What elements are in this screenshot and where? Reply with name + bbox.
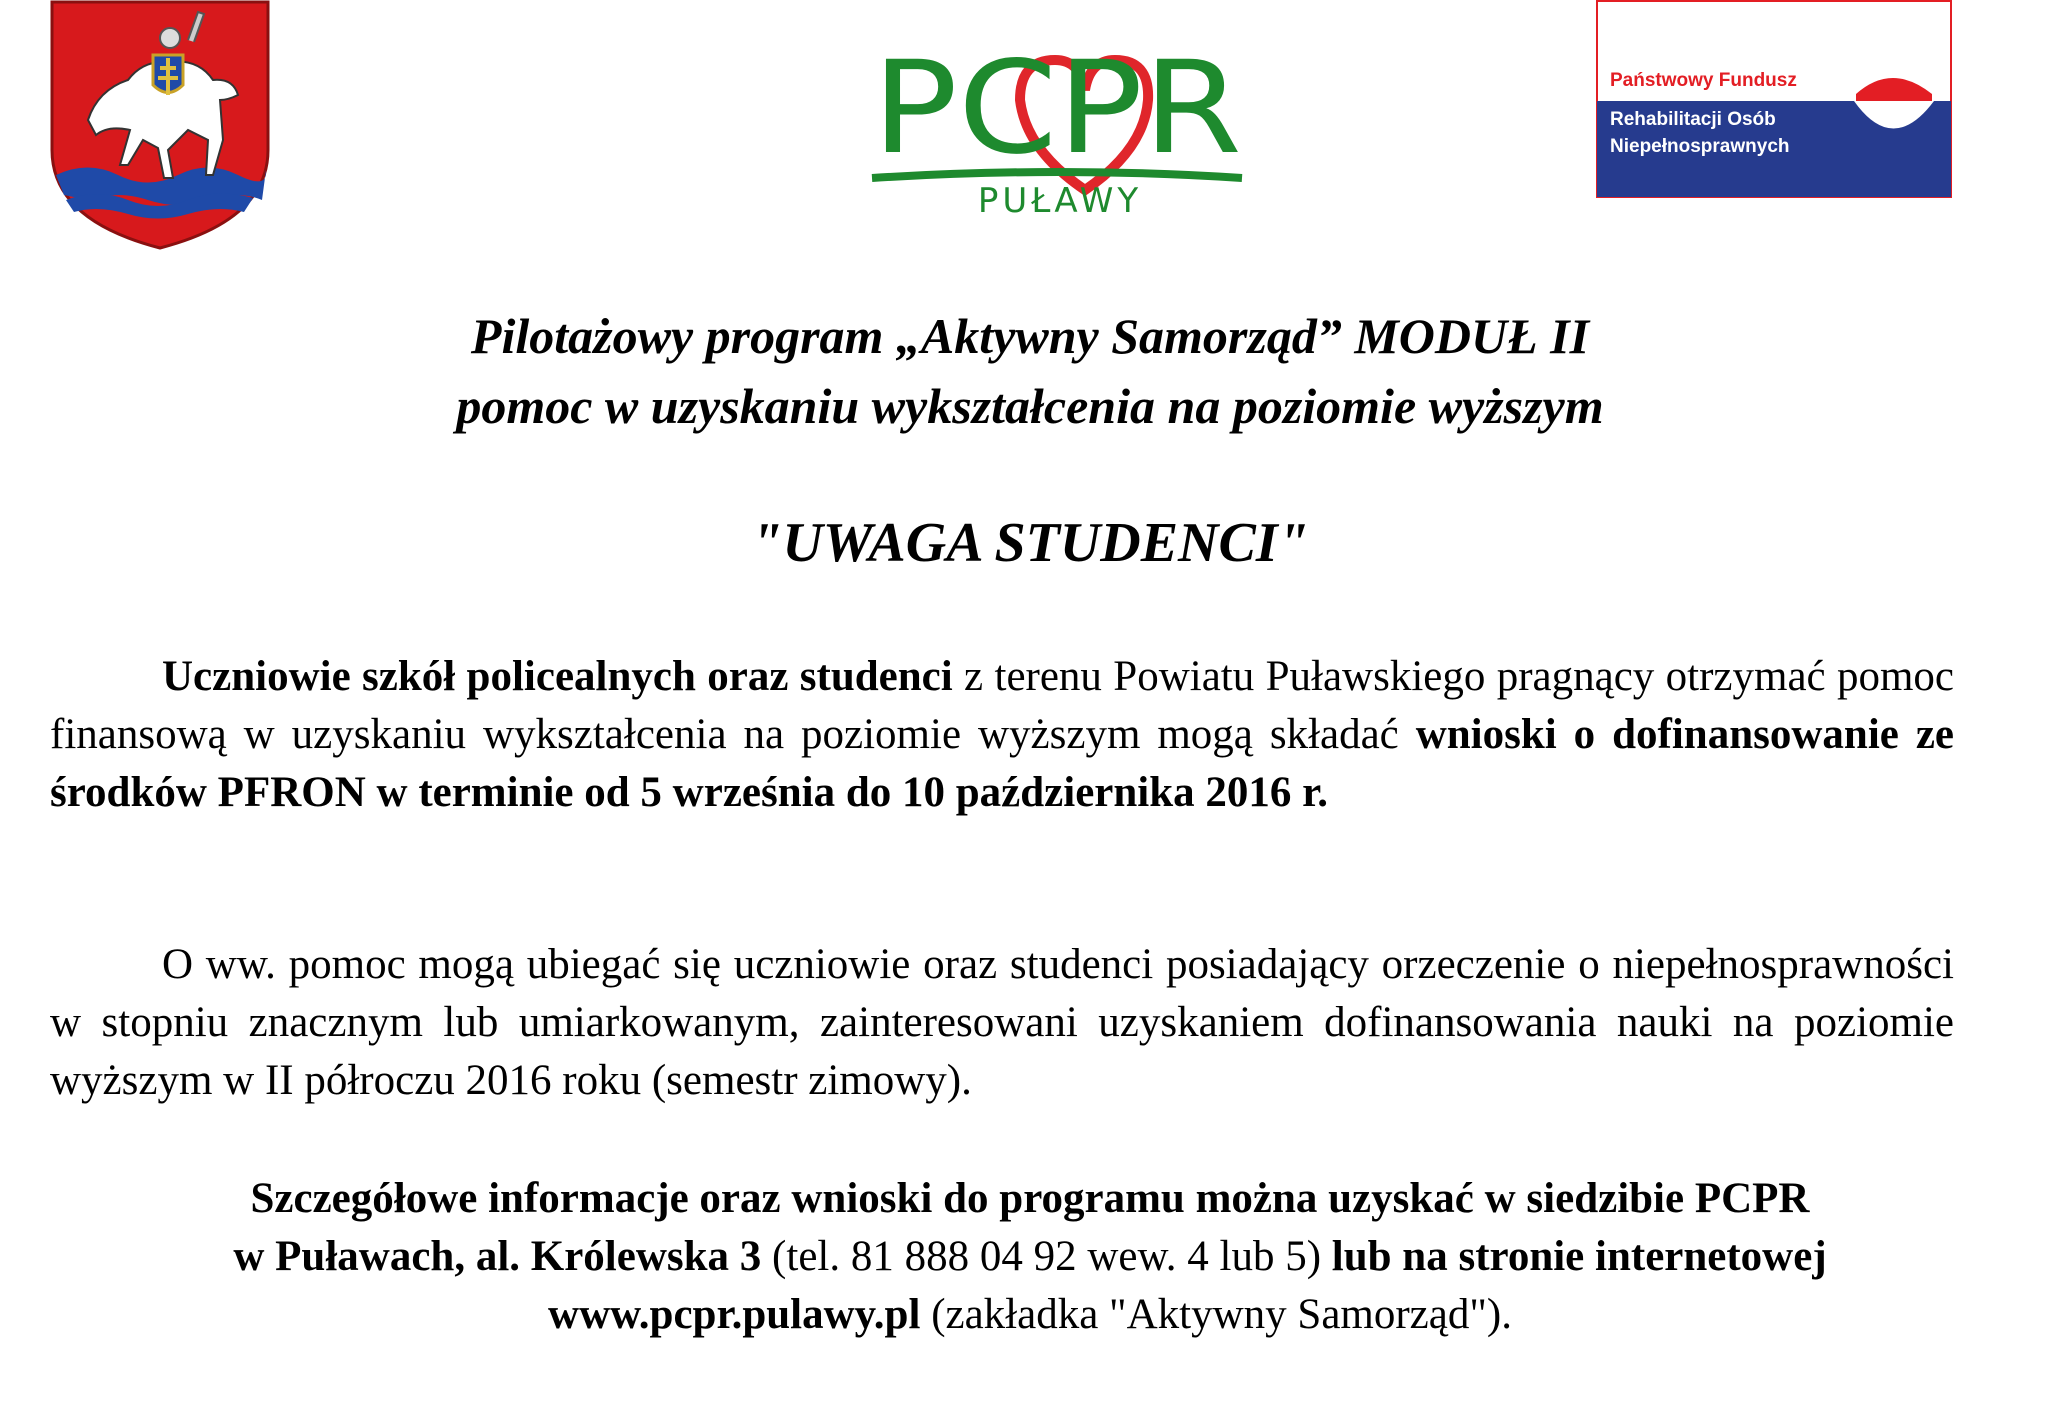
footer-info-bold: Szczegółowe informacje oraz wnioski do programu można uzyskać w siedzibie PCPR bbox=[250, 1175, 1810, 1222]
footer-website-bold: lub na stronie internetowej bbox=[1331, 1233, 1827, 1280]
footer-phone: (tel. 81 888 04 92 wew. 4 lub 5) bbox=[761, 1233, 1332, 1280]
pfron-line3: Niepełnosprawnych bbox=[1610, 136, 1790, 157]
footer-contact bbox=[0, 1170, 2060, 1344]
heading-uwaga-studenci: "UWAGA STUDENCI" bbox=[751, 512, 1309, 574]
heading-program: Pilotażowy program „Aktywny Samorząd” MODUŁ II bbox=[470, 308, 1590, 364]
pcpr-letters: PCPR bbox=[872, 40, 1242, 183]
pfron-line2: Rehabilitacji Osób bbox=[1610, 109, 1776, 130]
coat-of-arms-logo bbox=[48, 0, 272, 250]
pcpr-pulawy-text: PUŁAWY bbox=[977, 181, 1143, 220]
deadline-bold: wnioski o dofinansowanie ze środków PFRON w terminie od 5 września do 10 października 2016 r. bbox=[50, 711, 1954, 816]
footer-address-bold: w Puławach, al. Królewska 3 bbox=[233, 1233, 762, 1280]
paragraph-eligibility bbox=[50, 936, 1954, 1110]
pcpr-pulawy-logo bbox=[870, 40, 1250, 220]
footer-url[interactable]: www.pcpr.pulawy.pl bbox=[548, 1291, 921, 1338]
announcement-text: z terenu Powiatu Puławskiego pragnący otrzymać pomoc finansową w uzyskaniu wykształcenia na poziomie wyższym mogą składać bbox=[50, 653, 1955, 758]
footer-tab-note: (zakładka "Aktywny Samorząd"). bbox=[920, 1291, 1512, 1338]
pfron-line1: Państwowy Fundusz bbox=[1610, 70, 1797, 91]
heading-subtitle: pomoc w uzyskaniu wykształcenia na poziomie wyższym bbox=[456, 378, 1604, 434]
pfron-logo bbox=[1596, 0, 1952, 198]
paragraph-announcement bbox=[50, 648, 1954, 822]
students-bold: Uczniowie szkół policealnych oraz studenci bbox=[162, 653, 953, 700]
eligibility-text: O ww. pomoc mogą ubiegać się uczniowie oraz studenci posiadający orzeczenie o niepełnosprawności w stopniu znacznym lub umiarkowanym, zainteresowani uzyskaniem dofinansowania nauki na poziomie wyższym w II półroczu 2016 roku (semestr zimowy). bbox=[50, 941, 1954, 1104]
